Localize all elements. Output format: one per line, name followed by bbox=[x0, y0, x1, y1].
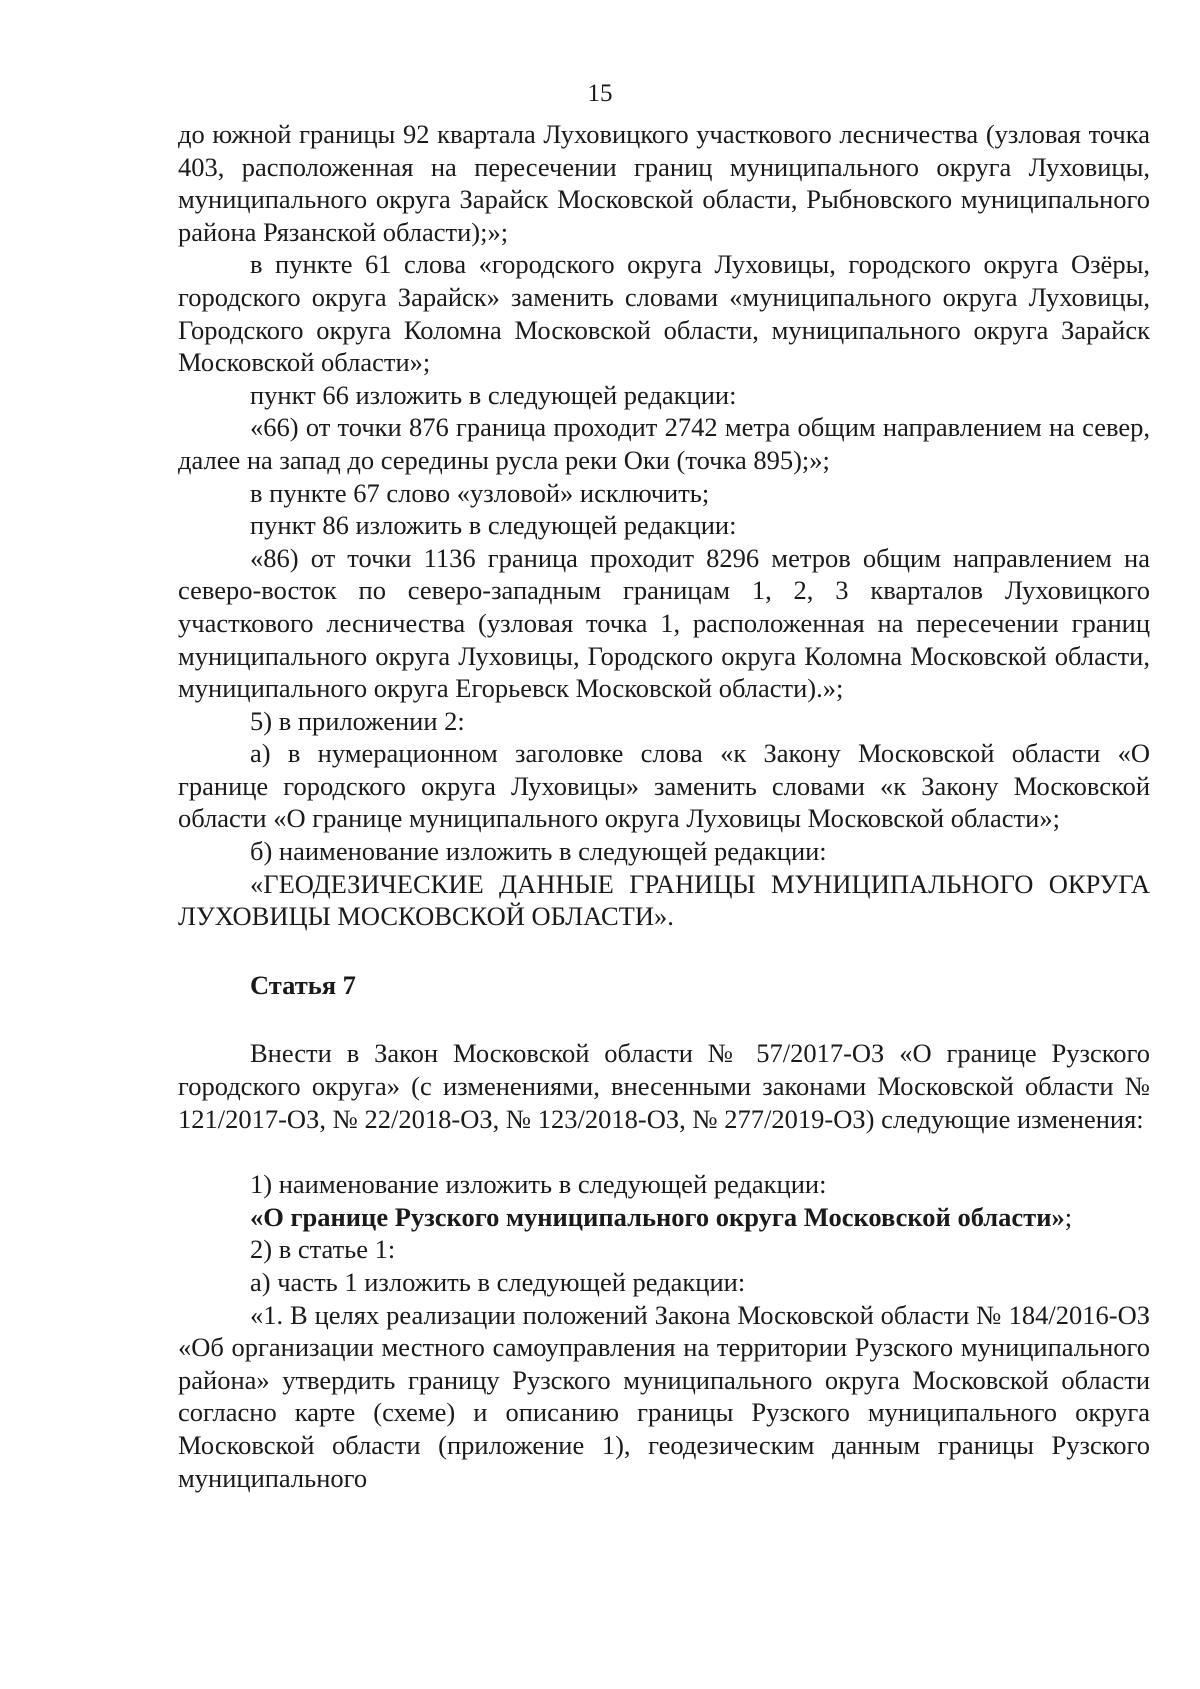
paragraph-continuation: до южной границы 92 квартала Луховицкого участкового лесничества (узловая точка 403, расположенная на пересечении границ муниципального округа Луховицы, муниципального округа Зарайск Московской области, Рыбновского муниципального района Рязанской области);»; bbox=[178, 119, 1150, 247]
page-number: 15 bbox=[587, 80, 613, 107]
article-item-2a: а) часть 1 изложить в следующей редакции: bbox=[250, 1267, 746, 1297]
paragraph-appendix-2a: а) в нумерационном заголовке слова «к Закону Московской области «О границе городского округа Луховицы» заменить словами «к Закону Московской области «О границе муниципального округа Луховицы Московской области»; bbox=[178, 738, 1150, 834]
article-intro: Внести в Закон Московской области № 57/2017-ОЗ «О границе Рузского городского округа» (с изменениями, внесенными законами Московской области № 121/2017-ОЗ, № 22/2018-ОЗ, № 123/2018-ОЗ, № 277/2019-ОЗ) следующие изменения: bbox=[178, 1038, 1150, 1134]
paragraph-geodetic-title: «ГЕОДЕЗИЧЕСКИЕ ДАННЫЕ ГРАНИЦЫ МУНИЦИПАЛЬНОГО ОКРУГА ЛУХОВИЦЫ МОСКОВСКОЙ ОБЛАСТИ». bbox=[178, 868, 1150, 932]
article-item-1-title-bold: «О границе Рузского муниципального округа Московской области» bbox=[250, 1201, 1065, 1232]
paragraph-item-66-intro: пункт 66 изложить в следующей редакции: bbox=[250, 379, 737, 410]
paragraph-item-86-text: «86) от точки 1136 граница проходит 8296 метров общим направлением на северо-восток по северо-западным границам 1, 2, 3 кварталов Луховицкого участкового лесничества (узловая точка 1, расположенная на пересечении границ муниципального округа Луховицы, Городского округа Коломна Московской области, муниципального округа Егорьевск Московской области).»; bbox=[178, 542, 1150, 704]
paragraph-item-66-text: «66) от точки 876 граница проходит 2742 метра общим направлением на север, далее на запад до середины русла реки Оки (точка 895);»; bbox=[178, 412, 1150, 475]
article-heading: Статья 7 bbox=[250, 969, 356, 1000]
article-item-2a-text: «1. В целях реализации положений Закона Московской области № 184/2016-ОЗ «Об организации местного самоуправления на территории Рузского муниципального района» утвердить границу Рузского муниципального округа Московской области согласно карте (схеме) и описанию границы Рузского муниципального округа Московской области (приложение 1), геодезическим данным границы Рузского муниципального bbox=[178, 1299, 1150, 1493]
article-item-1: 1) наименование изложить в следующей редакции: bbox=[250, 1169, 827, 1200]
paragraph-item-61: в пункте 61 слова «городского округа Луховицы, городского округа Озёры, городского округа Зарайск» заменить словами «муниципального округа Луховицы, Городского округа Коломна Московской области, муниципального округа Зарайск Московской области»; bbox=[178, 249, 1150, 378]
article-item-1-title bbox=[178, 1201, 1150, 1234]
document-body bbox=[178, 118, 1150, 1494]
article-item-2: 2) в статье 1: bbox=[250, 1234, 396, 1265]
paragraph-appendix-2b: б) наименование изложить в следующей редакции: bbox=[250, 836, 827, 867]
paragraph-appendix-2: 5) в приложении 2: bbox=[250, 705, 465, 736]
paragraph-item-67: в пункте 67 слово «узловой» исключить; bbox=[250, 477, 710, 508]
paragraph-item-86-intro: пункт 86 изложить в следующей редакции: bbox=[250, 510, 737, 541]
article-item-1-title-tail: ; bbox=[1064, 1201, 1073, 1232]
